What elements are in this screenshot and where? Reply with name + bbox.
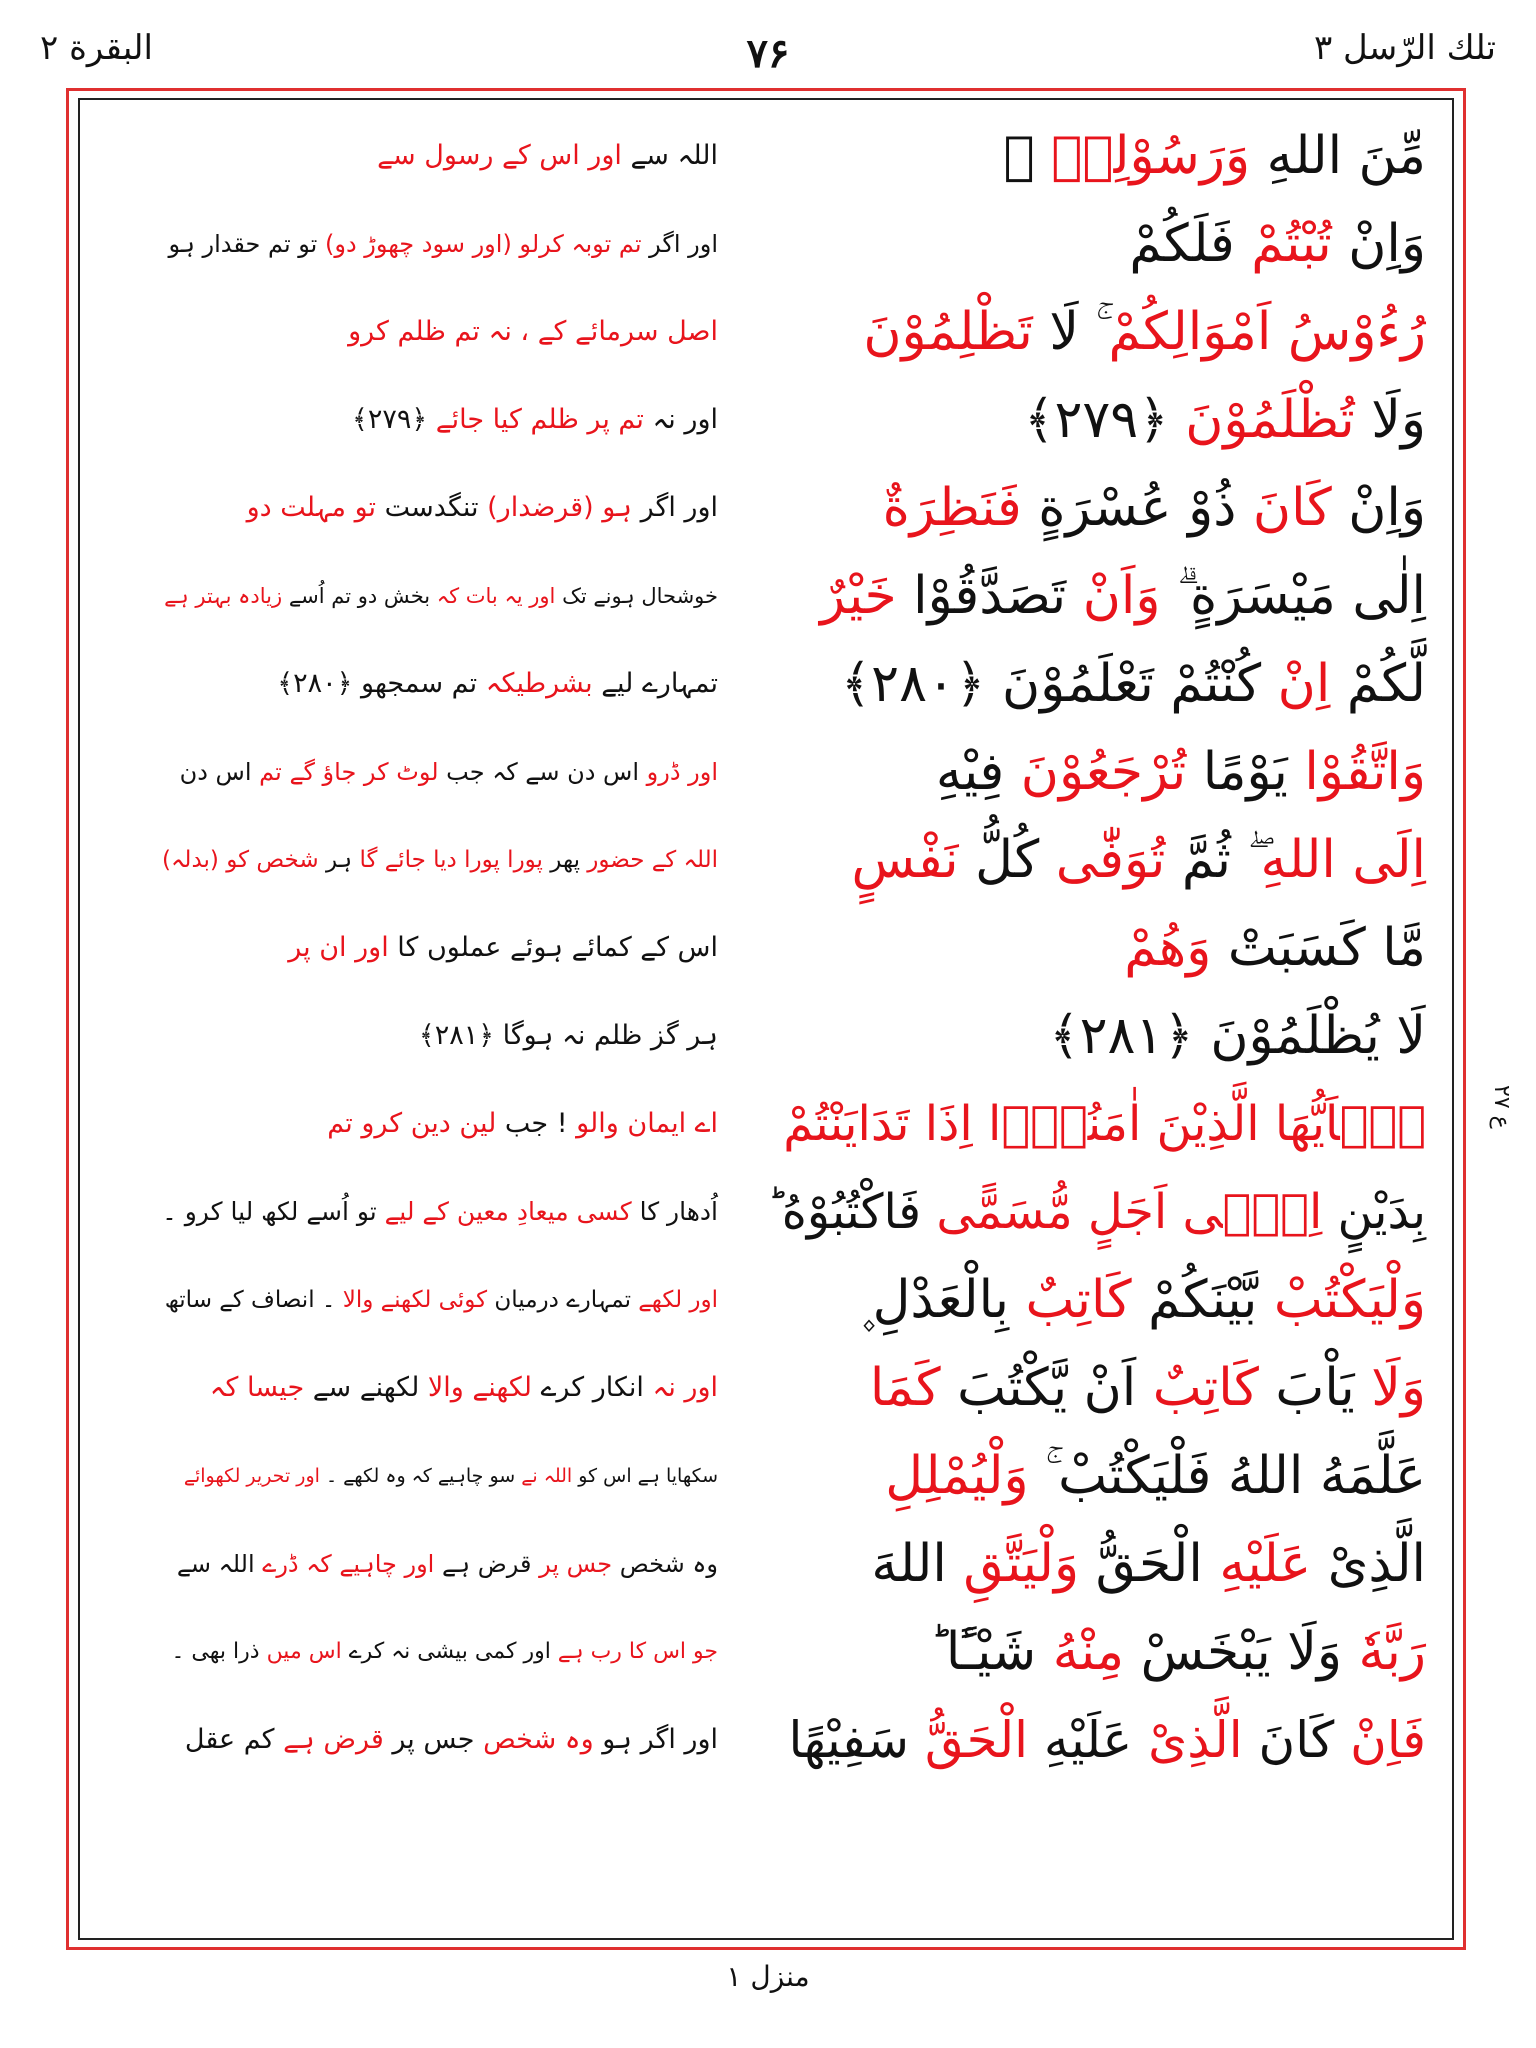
verse-row bbox=[78, 1168, 1454, 1256]
verse-row bbox=[78, 200, 1454, 288]
arabic-verse-line bbox=[766, 904, 1426, 992]
arabic-segment: وَاتَّقُوْا bbox=[1304, 742, 1426, 802]
arabic-segment: يَاْبَ bbox=[1258, 1358, 1372, 1418]
arabic-verse-line bbox=[766, 200, 1426, 288]
arabic-segment: كُلُّ bbox=[958, 830, 1056, 890]
arabic-segment: رَبَّهٗ bbox=[1358, 1622, 1426, 1682]
arabic-segment: وَلَا bbox=[1371, 1358, 1426, 1418]
urdu-segment: تمہارے درمیان bbox=[487, 1287, 639, 1313]
arabic-segment: كَمَا bbox=[869, 1358, 941, 1418]
arabic-segment: تَظْلِمُوْنَ bbox=[863, 302, 1033, 362]
verse-row bbox=[78, 1080, 1454, 1168]
arabic-segment: بَّيْنَكُمْ bbox=[1131, 1270, 1274, 1330]
urdu-segment: وہ شخص bbox=[612, 1550, 718, 1578]
urdu-segment: سو چاہیے کہ وہ لکھے ۔ bbox=[319, 1465, 522, 1487]
urdu-segment: اے ایمان والو bbox=[576, 1108, 718, 1139]
urdu-segment: اس دن سے کہ جب bbox=[438, 758, 647, 786]
arabic-segment: اِنْ bbox=[1277, 654, 1331, 714]
arabic-verse-line bbox=[766, 1344, 1426, 1432]
urdu-segment: ۔ انصاف کے ساتھ bbox=[164, 1287, 343, 1313]
urdu-segment: زیادہ بہتر ہے bbox=[164, 584, 283, 608]
verse-row bbox=[78, 904, 1454, 992]
arabic-verse-line bbox=[766, 1520, 1426, 1608]
arabic-segment: كَاتِبٌ bbox=[1152, 1358, 1259, 1418]
urdu-segment: کوئی لکھنے والا bbox=[342, 1287, 488, 1313]
verse-row bbox=[78, 376, 1454, 464]
urdu-segment: بشرطیکہ bbox=[485, 668, 593, 699]
urdu-segment: سکھایا ہے اس کو bbox=[572, 1465, 718, 1487]
arabic-segment: يٰۤاَيُّهَا الَّذِيْنَ اٰمَنُوْۤا اِذَا تَدَايَنْتُمْ bbox=[783, 1096, 1426, 1152]
arabic-verse-line bbox=[766, 816, 1426, 904]
arabic-segment: اِلٰى مَيْسَرَةٍ ۗ bbox=[1160, 566, 1426, 626]
arabic-segment: اِلٰۤى اَجَلٍ مُّسَمًّى bbox=[936, 1184, 1323, 1240]
page-number: ۷۶ bbox=[746, 30, 790, 77]
verse-row bbox=[78, 112, 1454, 200]
verse-row bbox=[78, 992, 1454, 1080]
urdu-segment: ہر گز ظلم نہ ہوگا ﴿۲۸۱﴾ bbox=[418, 1020, 718, 1051]
arabic-verse-line bbox=[766, 552, 1426, 640]
urdu-segment: بخش دو تم اُسے bbox=[282, 584, 437, 608]
urdu-segment: اور اگر bbox=[641, 230, 718, 258]
urdu-segment: اللہ کے حضور bbox=[587, 847, 718, 873]
arabic-segment: وَرَسُوْلِهٖ bbox=[1051, 126, 1251, 186]
arabic-segment: كَانَ bbox=[1252, 478, 1332, 538]
urdu-segment: اور تحریر لکھوائے bbox=[183, 1465, 320, 1487]
arabic-segment: وَاِنْ bbox=[1331, 478, 1426, 538]
urdu-segment: جس پر bbox=[383, 1724, 484, 1755]
urdu-segment: ! جب bbox=[496, 1108, 577, 1139]
arabic-segment: وَلَا bbox=[1354, 390, 1426, 450]
arabic-segment: عَلَّمَهُ اللهُ فَلْيَكْتُبْ ۚ bbox=[1028, 1446, 1426, 1506]
verse-row bbox=[78, 816, 1454, 904]
arabic-segment: الَّذِىْ bbox=[1148, 1711, 1243, 1769]
arabic-segment: عَلَيْهِ bbox=[1219, 1534, 1312, 1594]
arabic-segment: تُظْلَمُوْنَ bbox=[1185, 390, 1355, 450]
urdu-segment: اصل سرمائے کے ، نہ تم ظلم کرو bbox=[348, 316, 718, 347]
urdu-segment: کسی میعادِ معین کے لیے bbox=[384, 1197, 632, 1226]
arabic-segment: رُءُوْسُ اَمْوَالِكُمْ bbox=[1108, 302, 1426, 362]
arabic-segment: تُبْتُمْ bbox=[1251, 214, 1332, 274]
urdu-segment: ہر bbox=[318, 847, 360, 873]
arabic-segment: فَلَكُمْ bbox=[1129, 214, 1252, 274]
arabic-segment: بِدَيْنٍ bbox=[1322, 1184, 1426, 1240]
urdu-segment: تو تم حقدار ہو bbox=[168, 230, 325, 258]
arabic-segment: الَّذِىْ bbox=[1311, 1534, 1426, 1594]
urdu-segment: اس میں bbox=[266, 1639, 342, 1664]
urdu-segment: اور نہ bbox=[652, 1372, 718, 1403]
arabic-segment: الْحَقُّ bbox=[1079, 1534, 1220, 1594]
arabic-segment: مِّنَ اللهِ bbox=[1250, 126, 1426, 186]
arabic-segment: ۖ ثُمَّ bbox=[1165, 830, 1261, 890]
arabic-segment: سَفِيْهًا bbox=[788, 1711, 925, 1769]
arabic-verse-line bbox=[766, 464, 1426, 552]
arabic-segment: وَلْيُمْلِلِ bbox=[885, 1446, 1029, 1506]
arabic-verse-line bbox=[766, 1432, 1426, 1520]
urdu-segment: تم پر ظلم کیا جائے bbox=[435, 404, 644, 435]
arabic-segment: اللهَ bbox=[871, 1534, 964, 1594]
arabic-verse-line bbox=[766, 288, 1426, 376]
urdu-segment: قرض ہے bbox=[434, 1550, 540, 1578]
verse-row bbox=[78, 1608, 1454, 1696]
arabic-segment: وَاَنْ bbox=[1082, 566, 1161, 626]
urdu-segment: تو اُسے لکھ لیا کرو ۔ bbox=[162, 1197, 385, 1226]
urdu-segment: تنگدست bbox=[376, 492, 488, 523]
verse-row bbox=[78, 1432, 1454, 1520]
urdu-segment: ہو (قرضدار) bbox=[487, 492, 632, 523]
arabic-verse-line bbox=[766, 640, 1426, 728]
arabic-segment: تُوَفّٰى bbox=[1055, 830, 1166, 890]
surah-name-header: البقرة ۲ bbox=[40, 28, 153, 68]
urdu-segment: اور اگر bbox=[632, 492, 718, 523]
urdu-segment: اور نہ bbox=[643, 404, 718, 435]
urdu-segment: لوٹ کر جاؤ گے تم bbox=[259, 758, 439, 786]
urdu-segment: خوشحال ہونے تک bbox=[555, 584, 718, 608]
urdu-segment: ذرا بھی ۔ bbox=[171, 1639, 267, 1664]
urdu-segment: قرض ہے bbox=[283, 1724, 384, 1755]
urdu-segment: اس دن bbox=[179, 758, 260, 786]
arabic-segment: فَاِنْ bbox=[1350, 1711, 1426, 1769]
urdu-segment: ﴿۲۷۹﴾ bbox=[352, 404, 436, 435]
arabic-segment: شَيْـًٔا ؕ bbox=[929, 1622, 1053, 1682]
arabic-segment: عَلَيْهِ bbox=[1028, 1711, 1149, 1769]
urdu-segment: وہ شخص bbox=[483, 1724, 594, 1755]
arabic-segment: ۚ لَا bbox=[1032, 302, 1109, 362]
urdu-segment: اُدھار کا bbox=[631, 1197, 718, 1226]
verse-row bbox=[78, 288, 1454, 376]
urdu-segment: اور ان پر bbox=[288, 932, 389, 963]
urdu-segment: اور چاہیے کہ ڈرے bbox=[262, 1550, 435, 1578]
urdu-segment: لکھنے والا bbox=[427, 1372, 532, 1403]
urdu-segment: جس پر bbox=[539, 1550, 613, 1578]
arabic-segment: اَنْ يَّكْتُبَ bbox=[940, 1358, 1153, 1418]
urdu-segment: اللہ سے bbox=[621, 140, 718, 171]
urdu-segment: تمہارے لیے bbox=[592, 668, 718, 699]
verse-row bbox=[78, 1256, 1454, 1344]
arabic-verse-line bbox=[766, 1608, 1426, 1696]
verse-row bbox=[78, 552, 1454, 640]
urdu-segment: اور ڈرو bbox=[646, 758, 718, 786]
arabic-segment: وَلَا يَبْخَسْ bbox=[1124, 1622, 1359, 1682]
urdu-segment: جیسا کہ bbox=[209, 1372, 305, 1403]
urdu-segment: پھر bbox=[542, 847, 588, 873]
urdu-segment: انکار کرے bbox=[531, 1372, 653, 1403]
urdu-segment: لین دین کرو تم bbox=[327, 1108, 497, 1139]
arabic-segment: وَلْيَتَّقِ bbox=[963, 1534, 1080, 1594]
verse-row bbox=[78, 640, 1454, 728]
arabic-segment: فَنَظِرَةٌ bbox=[882, 478, 1022, 538]
arabic-segment: الْحَقُّ bbox=[924, 1711, 1028, 1769]
arabic-verse-line bbox=[766, 112, 1426, 200]
verse-row bbox=[78, 728, 1454, 816]
arabic-segment: مَّا كَسَبَتْ bbox=[1211, 918, 1426, 978]
arabic-verse-line bbox=[766, 1696, 1426, 1784]
urdu-segment: جو اس کا رب ہے bbox=[557, 1639, 718, 1664]
urdu-segment: تم توبہ کرلو (اور سود چھوڑ دو) bbox=[324, 230, 642, 258]
arabic-segment: فِيْهِ bbox=[935, 742, 1021, 802]
arabic-segment: ﴿۲۷۹﴾ bbox=[1023, 390, 1186, 450]
arabic-segment: لَا يُظْلَمُوْنَ ﴿۲۸۱﴾ bbox=[1049, 1006, 1426, 1066]
arabic-segment: وَهُمْ bbox=[1124, 918, 1212, 978]
ruku-marker: ع ۲۷ bbox=[1489, 1085, 1514, 1129]
arabic-verse-line bbox=[766, 992, 1426, 1080]
juz-name-header: تلك الرّسل ۳ bbox=[1313, 28, 1496, 68]
arabic-verse-line bbox=[766, 1168, 1426, 1256]
urdu-segment: پورا پورا دیا جائے گا bbox=[359, 847, 543, 873]
verse-row bbox=[78, 1520, 1454, 1608]
urdu-segment: کم عقل bbox=[184, 1724, 284, 1755]
arabic-segment: فَاكْتُبُوْهُ ؕ bbox=[766, 1184, 937, 1240]
arabic-segment: كُنْتُمْ تَعْلَمُوْنَ ﴿۲۸۰﴾ bbox=[840, 654, 1278, 714]
arabic-segment: ۚ bbox=[1003, 126, 1052, 186]
urdu-segment: تم سمجھو ﴿۲۸۰﴾ bbox=[277, 668, 486, 699]
urdu-segment: لکھنے سے bbox=[304, 1372, 428, 1403]
arabic-segment: كَاتِبٌ bbox=[1025, 1270, 1132, 1330]
arabic-segment: ذُوْ عُسْرَةٍ bbox=[1021, 478, 1253, 538]
arabic-segment: نَفْسٍ bbox=[851, 830, 959, 890]
urdu-segment: اس کے کمائے ہوئے عملوں کا bbox=[388, 932, 718, 963]
arabic-verse-line bbox=[766, 376, 1426, 464]
urdu-segment: اور اس کے رسول سے bbox=[377, 140, 622, 171]
verse-row bbox=[78, 1344, 1454, 1432]
arabic-segment: تُرْجَعُوْنَ bbox=[1020, 742, 1187, 802]
urdu-segment: اللہ نے bbox=[521, 1465, 573, 1487]
arabic-segment: تَصَدَّقُوْا bbox=[896, 566, 1083, 626]
urdu-segment: اور کمی بیشی نہ کرے bbox=[341, 1639, 558, 1664]
arabic-segment: كَانَ bbox=[1242, 1711, 1351, 1769]
urdu-segment: اور یہ بات کہ bbox=[436, 584, 556, 608]
arabic-verse-line bbox=[766, 1080, 1426, 1168]
urdu-segment: شخص کو (بدلہ) bbox=[161, 847, 319, 873]
arabic-segment: مِنْهُ bbox=[1052, 1622, 1125, 1682]
arabic-verse-line bbox=[766, 728, 1426, 816]
arabic-segment: وَاِنْ bbox=[1331, 214, 1426, 274]
arabic-segment: يَوْمًا bbox=[1186, 742, 1305, 802]
arabic-segment: بِالْعَدْلِ ۪ bbox=[859, 1270, 1026, 1330]
verse-row bbox=[78, 1696, 1454, 1784]
verse-row bbox=[78, 464, 1454, 552]
arabic-segment: خَيْرٌ bbox=[820, 566, 897, 626]
arabic-segment: وَلْيَكْتُبْ bbox=[1273, 1270, 1426, 1330]
urdu-segment: اللہ سے bbox=[176, 1550, 263, 1578]
arabic-segment: لَّكُمْ bbox=[1330, 654, 1426, 714]
manzil-footer: منزل ۱ bbox=[726, 1960, 810, 1993]
urdu-segment: اور لکھے bbox=[638, 1287, 718, 1313]
arabic-segment: اِلَى اللهِ bbox=[1260, 830, 1426, 890]
urdu-segment: تو مہلت دو bbox=[246, 492, 377, 523]
arabic-verse-line bbox=[766, 1256, 1426, 1344]
urdu-segment: اور اگر ہو bbox=[593, 1724, 718, 1755]
